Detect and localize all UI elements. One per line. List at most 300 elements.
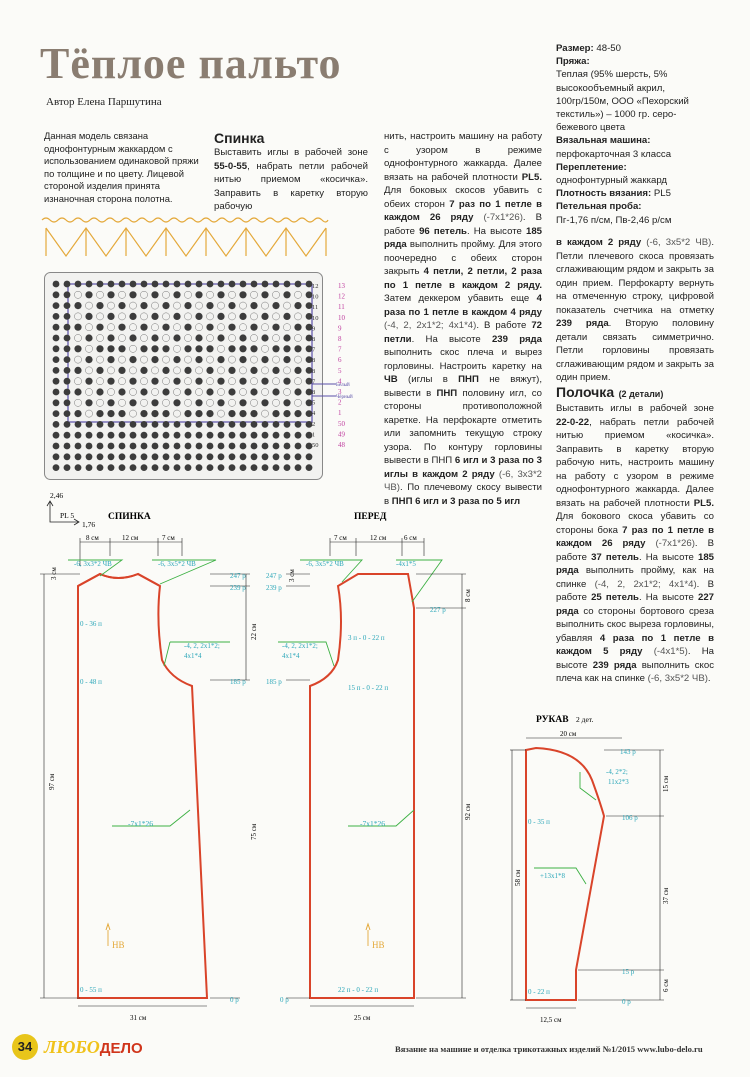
punch-hole <box>96 313 103 320</box>
punch-hole <box>251 453 258 460</box>
punch-hole <box>174 432 181 439</box>
punch-hole <box>207 432 214 439</box>
punch-hole <box>294 291 301 298</box>
punch-hole <box>185 464 192 471</box>
punch-hole <box>118 313 125 320</box>
sleeve-h15: 15 см <box>662 775 670 792</box>
punch-hole <box>151 302 158 309</box>
punch-hole <box>118 388 125 395</box>
punch-hole <box>129 334 136 341</box>
punch-hole <box>107 334 114 341</box>
punch-hole <box>217 345 224 352</box>
chart-row-label-right: 6 <box>338 356 342 365</box>
punch-hole <box>74 345 81 352</box>
punch-hole <box>74 302 81 309</box>
punch-hole <box>294 313 301 320</box>
back-shoulder-callout: -6, 3х5*2 ЧВ <box>158 560 196 568</box>
punch-hole <box>262 421 269 428</box>
punch-hole <box>195 324 202 331</box>
punch-hole <box>129 410 136 417</box>
punch-hole <box>75 464 82 471</box>
intro-text: Данная модель связана однофонтурным жаккардом с использованием одинаковой пряжи по толщине и по цвету. Лицевой стороной изделия принята изнаночная сторона полотна. <box>44 130 199 204</box>
punch-hole <box>163 421 170 428</box>
front-heading: Полочка (2 детали) <box>556 384 664 400</box>
punch-hole <box>86 443 93 450</box>
back-r247: 247 р <box>230 572 246 580</box>
punch-hole <box>261 291 268 298</box>
punch-hole <box>196 281 203 288</box>
punch-hole <box>96 388 103 395</box>
punch-hole <box>283 410 290 417</box>
punch-hole <box>306 453 313 460</box>
punch-hole <box>272 334 279 341</box>
punch-hole <box>206 410 213 417</box>
punch-hole <box>240 421 247 428</box>
punch-hole <box>140 378 147 385</box>
punch-hole <box>229 432 236 439</box>
punch-hole <box>272 313 279 320</box>
punch-hole <box>261 302 268 309</box>
punch-hole <box>173 410 180 417</box>
sleeve-r15: 15 р <box>622 968 635 976</box>
punch-hole <box>250 410 257 417</box>
punch-hole <box>283 291 290 298</box>
punch-hole <box>141 453 148 460</box>
front-n22022: 22 п - 0 - 22 п <box>338 986 379 994</box>
chart-row-label-left: 4 <box>312 410 316 418</box>
punch-hole <box>140 356 147 363</box>
punch-hole <box>152 443 159 450</box>
front-schematic <box>266 490 476 1030</box>
punch-hole <box>97 421 104 428</box>
punch-hole <box>206 367 213 374</box>
punch-hole <box>206 324 213 331</box>
punch-hole <box>152 453 159 460</box>
punch-hole <box>174 464 181 471</box>
punch-hole <box>206 334 213 341</box>
punch-hole <box>140 324 147 331</box>
punch-hole <box>141 464 148 471</box>
punch-hole <box>239 388 246 395</box>
punch-hole <box>195 302 202 309</box>
punch-hole <box>130 281 137 288</box>
punch-hole <box>184 367 191 374</box>
front-dim-12: 12 см <box>370 534 387 542</box>
punch-hole <box>85 410 92 417</box>
punch-hole <box>96 367 103 374</box>
back-r0: 0 р <box>230 996 239 1004</box>
punch-hole <box>228 334 235 341</box>
punch-hole <box>75 443 82 450</box>
punch-hole <box>141 281 148 288</box>
punch-hole <box>196 443 203 450</box>
punch-hole <box>75 453 82 460</box>
punch-hole <box>272 378 279 385</box>
punch-hole <box>195 367 202 374</box>
punch-hole <box>140 388 147 395</box>
punch-hole <box>129 302 136 309</box>
chart-row-label-right: 50 <box>338 419 345 428</box>
punch-hole <box>85 378 92 385</box>
punch-hole <box>140 291 147 298</box>
punch-hole <box>96 410 103 417</box>
back-neck-callout: -6, 3х3*2 ЧВ <box>74 560 112 568</box>
punch-hole <box>195 334 202 341</box>
back-h3: 3 см <box>50 567 58 580</box>
punch-hole <box>273 453 280 460</box>
punch-hole <box>86 421 93 428</box>
punch-hole <box>53 345 60 352</box>
punch-hole <box>107 302 114 309</box>
punch-hole <box>185 443 192 450</box>
punch-hole <box>108 281 115 288</box>
chart-row-label-right: 9 <box>338 324 342 333</box>
punch-hole <box>228 313 235 320</box>
punch-hole <box>195 345 202 352</box>
punch-hole <box>53 367 60 374</box>
punch-hole <box>283 302 290 309</box>
chart-row-label-right: 12 <box>338 292 345 301</box>
punch-hole <box>108 464 115 471</box>
sleeve-h37: 37 см <box>662 887 670 904</box>
punch-hole <box>283 345 290 352</box>
punch-hole <box>64 313 71 320</box>
punch-hole <box>64 432 71 439</box>
punch-hole <box>294 399 301 406</box>
punch-hole <box>261 410 268 417</box>
chart-row-label-left: 1 <box>312 431 316 439</box>
punch-hole <box>173 291 180 298</box>
punch-hole <box>273 421 280 428</box>
punch-hole <box>184 302 191 309</box>
punch-hole <box>64 421 71 428</box>
punch-hole <box>251 281 258 288</box>
punch-hole <box>96 324 103 331</box>
chart-row-label-left: 9 <box>312 325 316 333</box>
punch-hole <box>129 291 136 298</box>
punch-hole <box>53 399 60 406</box>
punch-hole <box>262 443 269 450</box>
punch-hole <box>196 421 203 428</box>
chart-row-label-right: 7 <box>338 345 342 354</box>
punch-hole <box>86 432 93 439</box>
punch-hole <box>284 432 291 439</box>
punch-hole <box>162 291 169 298</box>
back-dim-7: 7 см <box>162 534 175 542</box>
punch-hole <box>140 302 147 309</box>
punch-hole <box>272 345 279 352</box>
back-h22: 22 см <box>250 623 258 640</box>
punch-hole <box>207 464 214 471</box>
punch-hole <box>229 443 236 450</box>
punch-hole <box>53 335 60 342</box>
chart-row-label-left: 12 <box>312 283 319 290</box>
punch-hole <box>107 313 114 320</box>
punch-hole <box>162 399 169 406</box>
punch-hole <box>195 388 202 395</box>
chart-row-label-right: 5 <box>338 366 342 375</box>
punch-hole <box>272 367 279 374</box>
punch-hole <box>184 334 191 341</box>
punch-hole <box>119 443 126 450</box>
punch-hole <box>217 302 224 309</box>
punch-hole <box>173 334 180 341</box>
punch-hole <box>162 410 169 417</box>
punch-hole <box>96 356 103 363</box>
punch-hole <box>130 421 137 428</box>
chart-row-label-right: 13 <box>338 282 345 290</box>
punch-hole <box>173 345 180 352</box>
punch-hole <box>173 302 180 309</box>
punch-hole <box>85 345 92 352</box>
chart-row-label-left: 10 <box>312 293 319 301</box>
punch-hole <box>217 388 224 395</box>
punch-hole <box>283 356 290 363</box>
punch-hole <box>75 281 82 288</box>
punch-hole <box>140 367 147 374</box>
punch-hole <box>64 291 71 298</box>
punch-hole <box>196 464 203 471</box>
sleeve-w20: 20 см <box>560 730 577 738</box>
punch-hole <box>184 291 191 298</box>
punch-hole <box>250 334 257 341</box>
punch-hole <box>118 291 125 298</box>
punch-hole <box>251 432 258 439</box>
punch-hole <box>283 367 290 374</box>
punch-hole <box>283 399 290 406</box>
punch-hole <box>273 464 280 471</box>
punch-hole <box>218 464 225 471</box>
punch-hole <box>283 334 290 341</box>
punch-hole <box>240 443 247 450</box>
punch-hole <box>118 345 125 352</box>
punch-hole <box>284 453 291 460</box>
punch-hole <box>206 302 213 309</box>
punch-hole <box>251 464 258 471</box>
punch-hole <box>162 313 169 320</box>
punch-hole <box>250 313 257 320</box>
punch-hole <box>74 399 81 406</box>
sleeve-r143: 143 р <box>620 748 636 756</box>
front-w25: 25 см <box>354 1014 371 1022</box>
punch-hole <box>239 334 246 341</box>
punch-hole <box>107 399 114 406</box>
punch-hole <box>74 378 81 385</box>
punch-hole <box>119 464 126 471</box>
punch-hole <box>174 281 181 288</box>
punch-hole <box>140 334 147 341</box>
punch-hole <box>96 399 103 406</box>
sleeve-inc-callout: +13х1*8 <box>540 872 565 880</box>
punch-hole <box>206 388 213 395</box>
punch-hole <box>195 313 202 320</box>
punch-hole <box>140 313 147 320</box>
punch-hole <box>295 464 302 471</box>
chart-row-label-left: 8 <box>312 336 316 343</box>
punch-hole <box>262 453 269 460</box>
punch-hole <box>163 432 170 439</box>
punch-hole <box>218 281 225 288</box>
punch-hole <box>206 313 213 320</box>
punch-hole <box>97 432 104 439</box>
punch-hole <box>151 399 158 406</box>
punch-hole <box>130 432 137 439</box>
punch-hole <box>97 443 104 450</box>
chart-row-label-right: 8 <box>338 335 342 343</box>
punch-hole <box>74 291 81 298</box>
sleeve-h6: 6 см <box>662 979 670 992</box>
punch-hole <box>107 367 114 374</box>
front-armhole-callout-2: 4х1*4 <box>282 652 300 660</box>
punch-hole <box>240 281 247 288</box>
punch-hole <box>261 367 268 374</box>
punch-hole <box>64 335 71 342</box>
punch-hole <box>162 367 169 374</box>
punch-hole <box>239 324 246 331</box>
back-armhole-callout-2: 4х1*4 <box>184 652 202 660</box>
punch-hole <box>283 388 290 395</box>
gauge-horizontal: 1,76 <box>82 520 96 529</box>
punch-hole <box>96 291 103 298</box>
punch-hole <box>272 399 279 406</box>
punch-hole <box>151 334 158 341</box>
punch-hole <box>151 324 158 331</box>
punch-hole <box>64 399 71 406</box>
punch-hole <box>284 464 291 471</box>
punch-hole <box>119 421 126 428</box>
chart-row-label-right: 11 <box>338 303 345 312</box>
punch-hole <box>74 367 81 374</box>
front-dim-6: 6 см <box>404 534 417 542</box>
punch-hole <box>130 464 137 471</box>
punch-hole <box>53 302 60 309</box>
punch-hole <box>294 388 301 395</box>
punch-hole <box>151 345 158 352</box>
chart-annotation-white: Белый <box>336 383 350 388</box>
punch-hole <box>53 432 60 439</box>
punch-hole <box>206 378 213 385</box>
page-number: 34 <box>12 1034 38 1060</box>
punch-hole <box>108 453 115 460</box>
punch-hole <box>228 399 235 406</box>
punch-hole <box>272 324 279 331</box>
front-r247: 247 р <box>266 572 282 580</box>
punch-hole <box>53 356 60 363</box>
punch-hole <box>206 399 213 406</box>
back-h97: 97 см <box>48 773 56 790</box>
chart-row-label-left: 5 <box>312 399 316 407</box>
punch-hole <box>251 443 258 450</box>
punch-hole <box>218 432 225 439</box>
punch-hole <box>118 378 125 385</box>
punch-hole <box>174 453 181 460</box>
punch-hole <box>228 345 235 352</box>
punch-hole <box>251 421 258 428</box>
punch-hole <box>64 389 71 396</box>
front-decrease-callout: -7х1*26 <box>360 819 385 828</box>
punch-hole <box>163 464 170 471</box>
punch-hole <box>229 421 236 428</box>
punch-hole <box>140 410 147 417</box>
punch-hole <box>184 324 191 331</box>
punch-hole <box>272 410 279 417</box>
punch-hole <box>129 399 136 406</box>
punch-hole <box>184 388 191 395</box>
punch-hole <box>239 345 246 352</box>
punchcard-chart <box>44 272 364 484</box>
punch-hole <box>217 356 224 363</box>
punch-hole <box>129 367 136 374</box>
punch-hole <box>284 281 291 288</box>
punch-hole <box>217 399 224 406</box>
punch-hole <box>218 453 225 460</box>
punch-hole <box>174 443 181 450</box>
punch-hole <box>118 399 125 406</box>
punch-hole <box>261 313 268 320</box>
punch-hole <box>86 464 93 471</box>
sleeve-count: 2 дет. <box>576 715 594 724</box>
punch-hole <box>130 453 137 460</box>
punch-hole <box>284 443 291 450</box>
sleeve-n022: 0 - 22 п <box>528 988 550 996</box>
punch-hole <box>107 356 114 363</box>
punch-hole <box>283 378 290 385</box>
punch-hole <box>294 410 301 417</box>
punch-hole <box>250 388 257 395</box>
punch-hole <box>217 334 224 341</box>
punch-hole <box>118 356 125 363</box>
punch-hole <box>250 399 257 406</box>
chart-row-label-right: 1 <box>338 409 342 418</box>
punch-hole <box>152 464 159 471</box>
punch-hole <box>107 388 114 395</box>
punch-hole <box>107 291 114 298</box>
sleeve-r0: 0 р <box>622 998 631 1006</box>
punch-hole <box>195 410 202 417</box>
punch-hole <box>74 324 81 331</box>
punch-hole <box>185 421 192 428</box>
punch-hole <box>151 367 158 374</box>
punch-hole <box>228 388 235 395</box>
punch-hole <box>151 313 158 320</box>
punch-hole <box>64 443 71 450</box>
punch-hole <box>140 345 147 352</box>
punch-hole <box>218 443 225 450</box>
punch-hole <box>261 324 268 331</box>
front-r185: 185 р <box>266 678 282 686</box>
punch-hole <box>53 421 60 428</box>
page-title: Тёплое пальто <box>40 39 342 88</box>
punch-hole <box>151 356 158 363</box>
front-n3022: 3 п - 0 - 22 п <box>348 634 385 642</box>
punch-hole <box>284 421 291 428</box>
punch-hole <box>195 291 202 298</box>
punch-hole <box>107 345 114 352</box>
front-n15022: 15 п - 0 - 22 п <box>348 684 389 692</box>
punch-hole <box>53 410 60 417</box>
punch-hole <box>294 367 301 374</box>
punch-hole <box>173 399 180 406</box>
punch-hole <box>185 432 192 439</box>
punch-hole <box>151 291 158 298</box>
punch-hole <box>107 378 114 385</box>
back-text-b: нить, настроить машину на работу с узором в режиме однофонтурного жаккарда. Далее вязать на рабочей плотности PL5. Для боковых скосов убавить с обеих сторон 7 раз по 1 петле в каждом 26 ряду (-7х1*26). В работе 96 петель. На высоте 185 ряда выполнить пройму. Для этого поочередно с обеих сторон закрыть 4 петли, 2 петли, 2 раза по 1 петле в каждом 2 ряду. Затем деккером убавить еще 4 раза по 1 петле в каждом 4 ряду (-4, 2, 2х1*2; 4х1*4). В работе 72 петли. На высоте 239 ряда выполнить скос плеча и вырез горловины. Настроить каретку на ЧВ (иглы в ПНП не вяжут), вывести в ПНП половину игл, со стороны противоположной каретке. На перфокарте отметить или запомнить текущую строку узора. По контуру горловины вывести в ПНП 6 игл и 3 раза по 3 иглы в каждом 2 ряду (-6, 3х3*2 ЧВ). По плечевому скосу вывести в ПНП 6 игл и 3 раза по 5 игл <box>384 131 543 507</box>
punch-hole <box>184 356 191 363</box>
punch-hole <box>195 378 202 385</box>
punch-hole <box>85 388 92 395</box>
punch-hole <box>228 410 235 417</box>
front-title: ПЕРЕД <box>354 512 387 522</box>
